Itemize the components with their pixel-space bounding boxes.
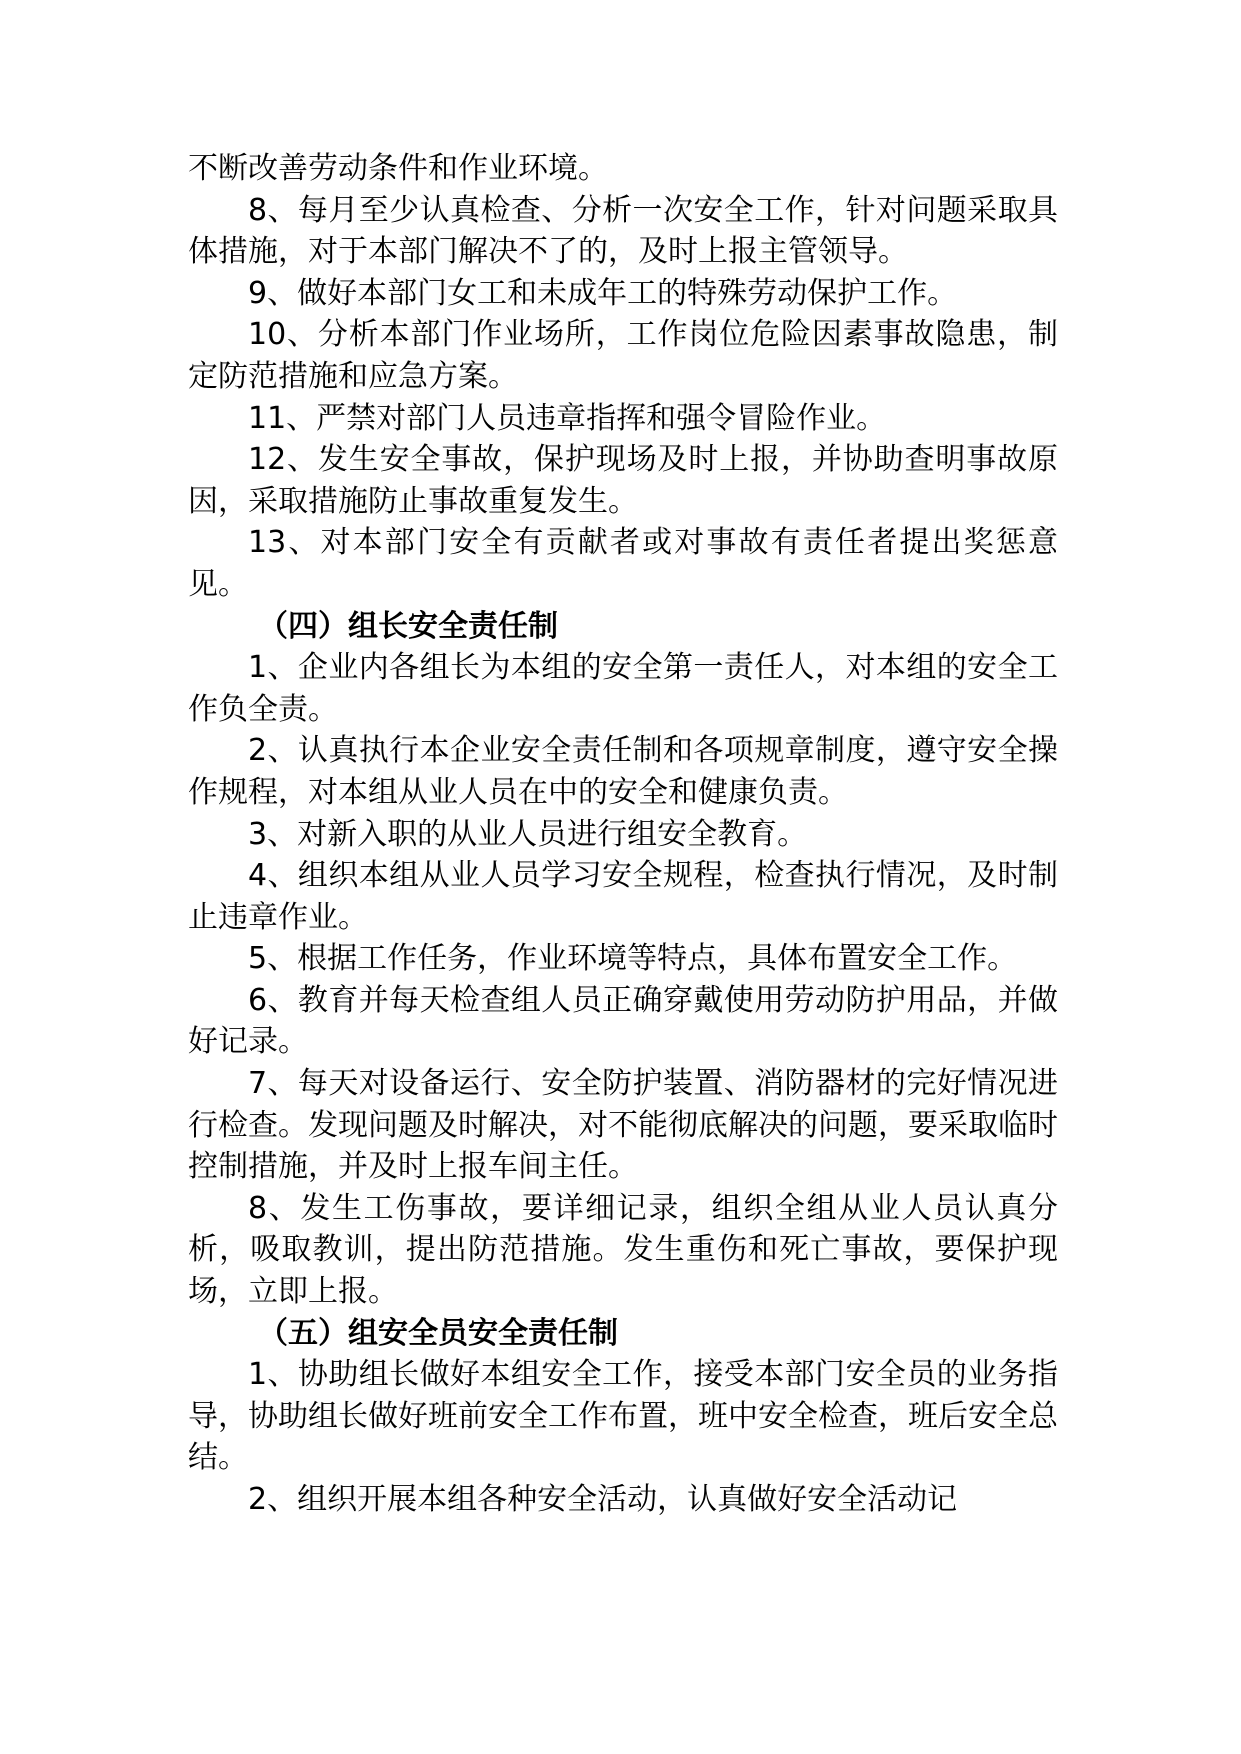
- paragraph: 不断改善劳动条件和作业环境。: [188, 151, 608, 186]
- document-page: [188, 148, 1058, 1521]
- paragraph: 5、根据工作任务，作业环境等特点，具体布置安全工作。: [248, 941, 1018, 977]
- paragraph: 1、企业内各组长为本组的安全第一责任人，对本组的安全工作负全责。: [188, 650, 1058, 727]
- paragraph: 12、发生安全事故，保护现场及时上报，并协助查明事故原因，采取措施防止事故重复发生。: [188, 442, 1058, 519]
- paragraph: 11、严禁对部门人员违章指挥和强令冒险作业。: [248, 400, 887, 436]
- paragraph: 8、发生工伤事故，要详细记录，组织全组从业人员认真分析，吸取教训，提出防范措施。发生重伤和死亡事故，要保护现场，立即上报。: [188, 1190, 1058, 1310]
- section-heading: （五）组安全员安全责任制: [258, 1315, 618, 1351]
- paragraph: 1、协助组长做好本组安全工作，接受本部门安全员的业务指导，协助组长做好班前安全工作布置，班中安全检查，班后安全总结。: [188, 1357, 1058, 1476]
- paragraph: 13、对本部门安全有贡献者或对事故有责任者提出奖惩意见。: [188, 525, 1058, 602]
- paragraph: 8、每月至少认真检查、分析一次安全工作，针对问题采取具体措施，对于本部门解决不了的，及时上报主管领导。: [188, 192, 1058, 270]
- paragraph: 6、教育并每天检查组人员正确穿戴使用劳动防护用品，并做好记录。: [188, 982, 1058, 1060]
- paragraph: 2、认真执行本企业安全责任制和各项规章制度，遵守安全操作规程，对本组从业人员在中的安全和健康负责。: [188, 733, 1058, 810]
- paragraph: 10、分析本部门作业场所，工作岗位危险因素事故隐患，制定防范措施和应急方案。: [188, 317, 1058, 394]
- paragraph: 9、做好本部门女工和未成年工的特殊劳动保护工作。: [248, 275, 958, 311]
- paragraph: 7、每天对设备运行、安全防护装置、消防器材的完好情况进行检查。发现问题及时解决，对不能彻底解决的问题，要采取临时控制措施，并及时上报车间主任。: [188, 1066, 1058, 1185]
- section-heading: （四）组长安全责任制: [258, 608, 558, 644]
- paragraph: 4、组织本组从业人员学习安全规程，检查执行情况，及时制止违章作业。: [188, 858, 1058, 935]
- paragraph: 3、对新入职的从业人员进行组安全教育。: [248, 816, 808, 852]
- paragraph: 2、组织开展本组各种安全活动，认真做好安全活动记: [248, 1482, 958, 1517]
